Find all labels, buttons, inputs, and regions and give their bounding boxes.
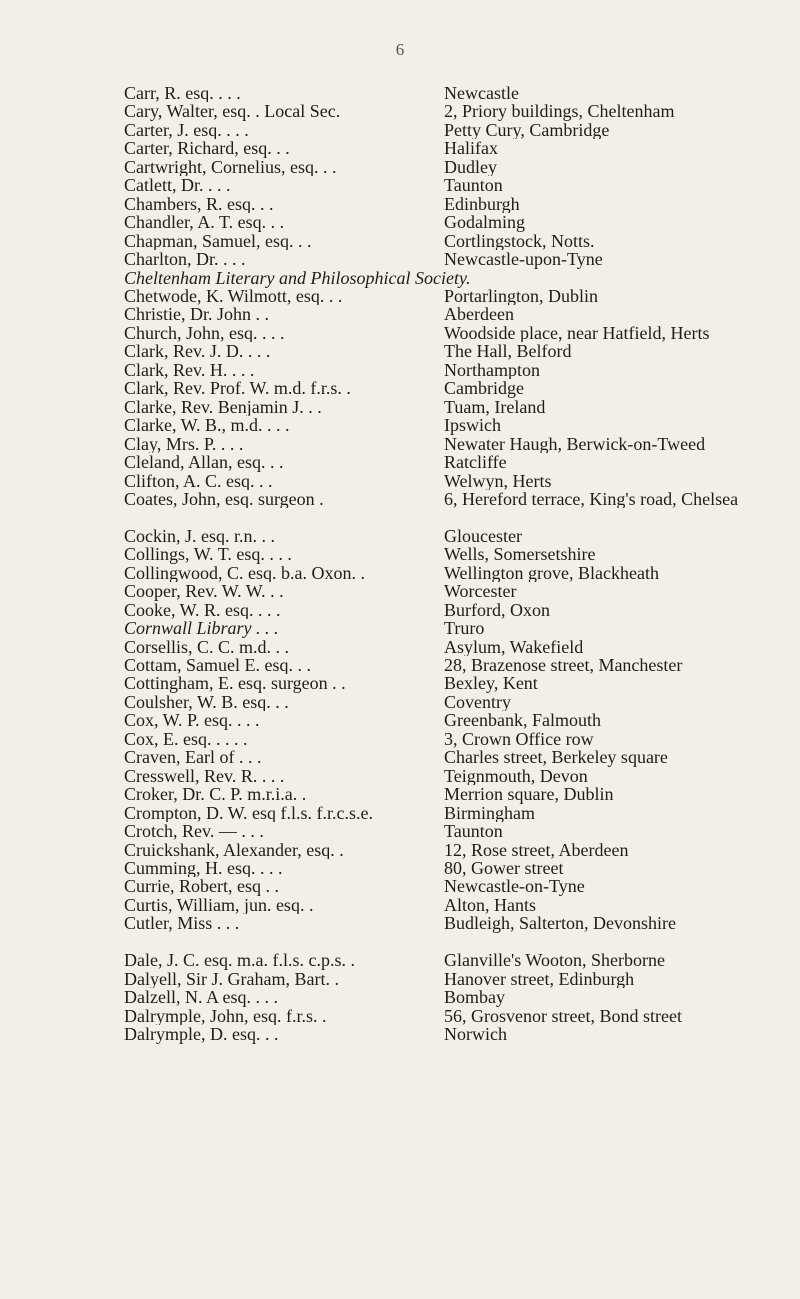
list-item [124,988,784,1006]
list-item [124,84,784,102]
entry-location: Taunton [444,822,503,841]
entry-location: Dudley [444,157,497,177]
entry-location: Alton, Hants [444,895,536,915]
entry-name: Cutler, Miss . . . [124,914,240,933]
entry-name: Carter, J. esq. . . . [124,120,249,140]
entry-name: Christie, Dr. John . . [124,305,270,324]
list-item [124,582,784,600]
entries-list [124,84,784,1044]
entry-location: Newater Haugh, Berwick-on-Tweed [444,434,706,454]
entry-location: Bexley, Kent [444,674,538,693]
entry-name: Corsellis, C. C. m.d. . . [124,637,290,657]
group-c-2 [124,527,784,933]
entry-location: Gloucester [444,526,522,546]
entry-name: Crotch, Rev. — . . . [124,822,264,841]
list-item [124,379,784,397]
list-item [124,158,784,176]
entry-location: Newcastle [444,84,519,103]
entry-location: Bombay [444,988,505,1007]
entry-location: Cortlingstock, Notts. [444,231,595,251]
entry-name: Crompton, D. W. esq f.l.s. f.r.c.s.e. [124,803,373,823]
entry-name: Cockin, J. esq. r.n. . . [124,526,275,546]
entry-name: Cottingham, E. esq. surgeon . . [124,674,346,693]
list-item [124,767,784,785]
entry-location: The Hall, Belford [444,342,572,361]
list-item [124,139,784,157]
entry-name: Collingwood, C. esq. b.a. Oxon. . [124,563,365,583]
entry-name: Clark, Rev. H. . . . [124,360,255,380]
entry-location: Budleigh, Salterton, Devonshire [444,914,676,933]
entry-location: 80, Gower street [444,859,564,878]
entry-location: Glanville's Wooton, Sherborne [444,951,665,970]
list-item [124,914,784,932]
entry-location: Birmingham [444,803,535,823]
list-item [124,361,784,379]
list-item [124,416,784,434]
entry-name: Cox, E. esq. . . . . [124,729,248,749]
entry-name: Curtis, William, jun. esq. . [124,895,314,915]
list-item [124,435,784,453]
entry-location: Woodside place, near Hatfield, Herts [444,323,710,343]
list-item [124,674,784,692]
list-item [124,1007,784,1025]
entry-location: 2, Priory buildings, Cheltenham [444,102,675,121]
list-item [124,213,784,231]
entry-location: Tuam, Ireland [444,397,546,417]
entry-location: Norwich [444,1025,507,1044]
entry-name: Cooper, Rev. W. W. . . [124,582,284,601]
entry-name: Carter, Richard, esq. . . [124,139,290,158]
entry-name: Coulsher, W. B. esq. . . [124,692,289,712]
entry-location: 28, Brazenose street, Manchester [444,656,683,675]
entry-name: Cornwall Library . . . [124,619,279,638]
list-item [124,527,784,545]
entry-name: Craven, Earl of . . . [124,748,262,767]
list-item [124,619,784,637]
list-item [124,269,784,287]
entry-location: 3, Crown Office row [444,729,594,749]
list-item [124,693,784,711]
list-item [124,545,784,563]
entry-name: Clark, Rev. Prof. W. m.d. f.r.s. . [124,379,351,398]
list-item [124,638,784,656]
entry-location: Asylum, Wakefield [444,637,584,657]
entry-name: Chandler, A. T. esq. . . [124,213,285,232]
entry-name: Cheltenham Literary and Philosophical Society. [124,267,471,288]
list-item [124,453,784,471]
entry-name: Dalrymple, D. esq. . . [124,1025,279,1044]
list-item [124,877,784,895]
entry-location: Worcester [444,582,517,601]
entry-name: Clay, Mrs. P. . . . [124,434,244,454]
entry-name: Dalrymple, John, esq. f.r.s. . [124,1006,327,1026]
list-item [124,1025,784,1043]
entry-location: Ipswich [444,416,501,435]
entry-name: Chambers, R. esq. . . [124,194,274,214]
list-item [124,102,784,120]
list-item [124,711,784,729]
entry-name: Clifton, A. C. esq. . . [124,471,273,490]
list-item [124,656,784,674]
entry-name: Currie, Robert, esq . . [124,877,279,896]
entry-location: Portarlington, Dublin [444,286,598,306]
list-item [124,896,784,914]
entry-name: Charlton, Dr. . . . [124,250,246,269]
entry-name: Collings, W. T. esq. . . . [124,545,292,564]
group-c-1 [124,84,784,508]
entry-name: Cresswell, Rev. R. . . . [124,766,285,786]
entry-name: Dalzell, N. A esq. . . . [124,988,278,1007]
list-item [124,859,784,877]
entry-location: Cambridge [444,379,524,398]
list-item [124,564,784,582]
entry-location: Merrion square, Dublin [444,785,614,804]
list-item [124,490,784,508]
entry-location: Teignmouth, Devon [444,766,588,786]
entry-location: Godalming [444,213,525,232]
entry-location: Wellington grove, Blackheath [444,563,659,583]
list-item [124,804,784,822]
entry-location: Taunton [444,176,503,195]
list-item [124,195,784,213]
entry-name: Cooke, W. R. esq. . . . [124,600,281,620]
list-item [124,601,784,619]
list-item [124,785,784,803]
entry-location: Hanover street, Edinburgh [444,969,635,989]
entry-name: Dalyell, Sir J. Graham, Bart. . [124,969,339,989]
list-item [124,232,784,250]
entry-name: Cox, W. P. esq. . . . [124,711,260,730]
list-item [124,398,784,416]
entry-location: Ratcliffe [444,453,507,472]
entry-location: Charles street, Berkeley square [444,748,668,767]
list-item [124,822,784,840]
entry-name: Cottam, Samuel E. esq. . . [124,656,311,675]
entry-name: Cartwright, Cornelius, esq. . . [124,157,337,177]
entry-name: Dale, J. C. esq. m.a. f.l.s. c.p.s. . [124,951,355,970]
list-item [124,324,784,342]
group-d [124,951,784,1043]
list-item [124,305,784,323]
entry-location: Wells, Somersetshire [444,545,596,564]
entry-location: Aberdeen [444,305,514,324]
list-item [124,472,784,490]
list-item [124,287,784,305]
entry-name: Chetwode, K. Wilmott, esq. . . [124,286,343,306]
entry-name: Cleland, Allan, esq. . . [124,453,284,472]
entry-location: Burford, Oxon [444,600,550,620]
list-item [124,121,784,139]
entry-name: Clarke, Rev. Benjamin J. . . [124,397,322,417]
entry-location: Halifax [444,139,498,158]
page-number: 6 [395,40,405,59]
entry-location: 56, Grosvenor street, Bond street [444,1006,682,1026]
entry-location: Coventry [444,692,511,712]
entry-name: Clark, Rev. J. D. . . . [124,342,271,361]
entry-name: Clarke, W. B., m.d. . . . [124,416,290,435]
entry-name: Church, John, esq. . . . [124,323,285,343]
entry-location: Newcastle-on-Tyne [444,877,585,896]
entry-location: 12, Rose street, Aberdeen [444,840,629,860]
list-item [124,970,784,988]
entry-name: Chapman, Samuel, esq. . . [124,231,312,251]
list-item [124,250,784,268]
entry-location: Greenbank, Falmouth [444,711,601,730]
list-item [124,176,784,194]
entry-name: Cruickshank, Alexander, esq. . [124,840,344,860]
entry-name: Coates, John, esq. surgeon . [124,489,324,509]
entry-name: Catlett, Dr. . . . [124,176,231,195]
entry-location: 6, Hereford terrace, King's road, Chelsea [444,489,739,509]
list-item [124,841,784,859]
entry-location: Edinburgh [444,194,520,214]
entry-location: Northampton [444,360,540,380]
list-item [124,748,784,766]
list-item [124,342,784,360]
list-item [124,730,784,748]
entry-name: Carr, R. esq. . . . [124,84,241,103]
entry-location: Welwyn, Herts [444,471,552,490]
entry-name: Croker, Dr. C. P. m.r.i.a. . [124,785,307,804]
entry-name: Cary, Walter, esq. . Local Sec. [124,102,341,121]
entry-name: Cumming, H. esq. . . . [124,859,283,878]
entry-location: Newcastle-upon-Tyne [444,250,603,269]
entry-location: Petty Cury, Cambridge [444,120,610,140]
list-item [124,951,784,969]
entry-location: Truro [444,619,485,638]
